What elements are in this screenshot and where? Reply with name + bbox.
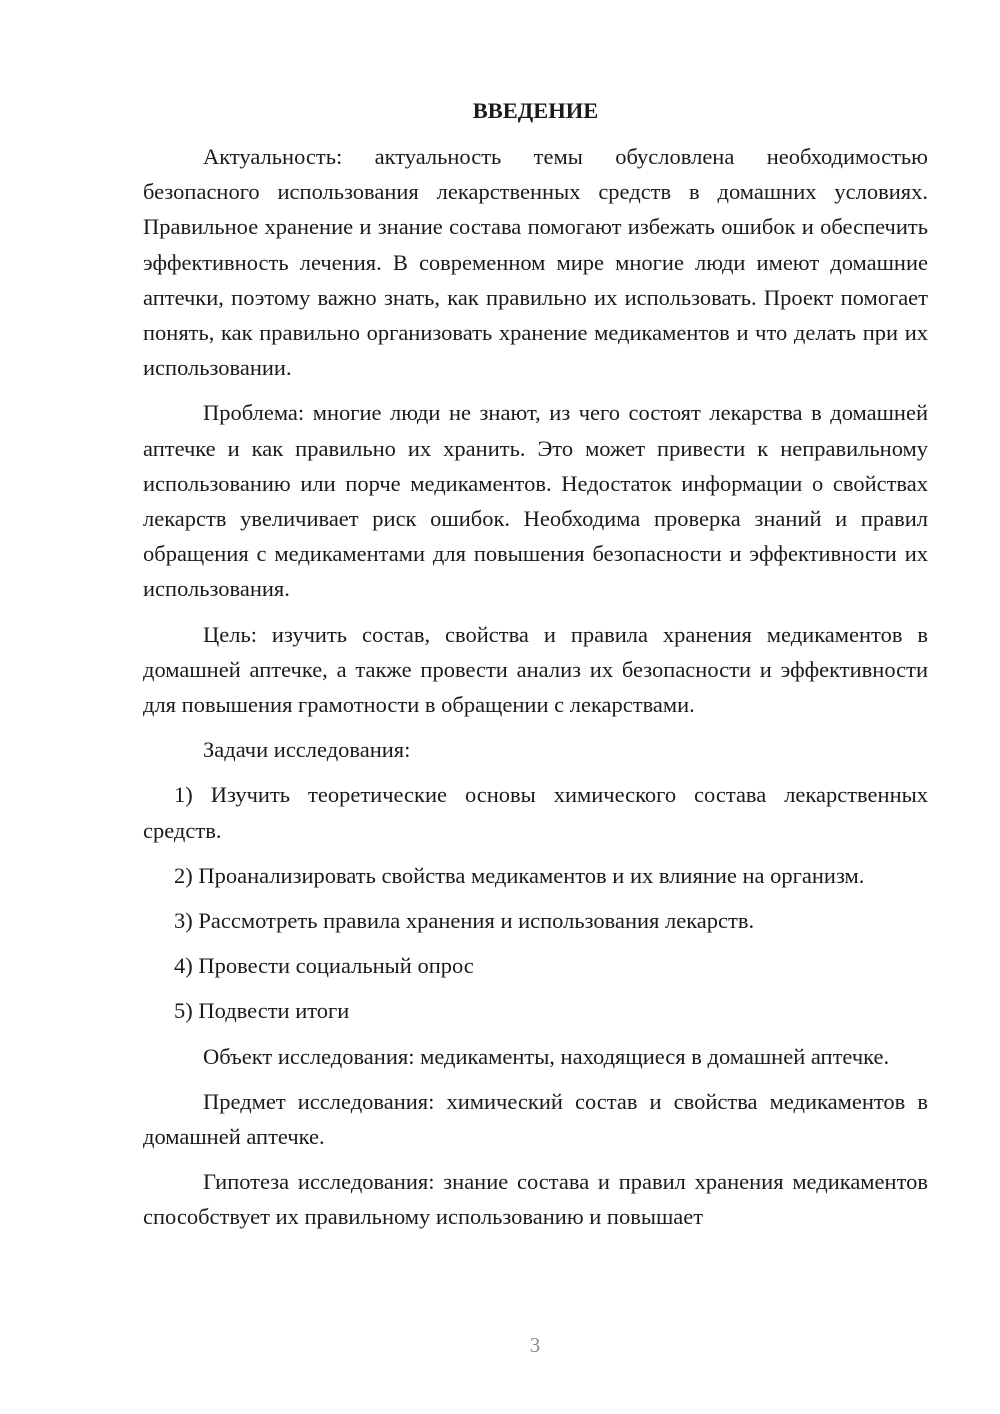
- relevance-paragraph: Актуальность: актуальность темы обусловлена необходимостью безопасного использования лекарственных средств в домашних условиях. Правильное хранение и знание состава помогают избежать ошибок и обеспечить эффективность лечения. В современном мире многие люди имеют домашние аптечки, поэтому важно знать, как правильно их использовать. Проект помогает понять, как правильно организовать хранение медикаментов и что делать при их использовании.: [143, 144, 928, 381]
- page-title: ВВЕДЕНИЕ: [472, 98, 599, 123]
- page-content: [143, 92, 928, 1245]
- page-number: 3: [529, 1333, 541, 1357]
- goal-paragraph: Цель: изучить состав, свойства и правила хранения медикаментов в домашней аптечке, а также провести анализ их безопасности и эффективности для повышения грамотности в обращении с лекарствами.: [143, 621, 928, 718]
- task-item: 4) Провести социальный опрос: [174, 953, 474, 979]
- tasks-heading: Задачи исследования:: [203, 737, 411, 763]
- hypothesis-paragraph: Гипотеза исследования: знание состава и правил хранения медикаментов способствует их правильному использованию и повышает: [143, 1169, 928, 1230]
- task-item: 2) Проанализировать свойства медикаментов и их влияние на организм.: [174, 862, 865, 888]
- task-item: 3) Рассмотреть правила хранения и использования лекарств.: [174, 908, 755, 934]
- task-item: 1) Изучить теоретические основы химического состава лекарственных средств.: [143, 782, 928, 843]
- problem-paragraph: Проблема: многие люди не знают, из чего состоят лекарства в домашней аптечке и как правильно их хранить. Это может привести к неправильному использованию или порче медикаментов. Недостаток информации о свойствах лекарств увеличивает риск ошибок. Необходима проверка знаний и правил обращения с медикаментами для повышения безопасности и эффективности их использования.: [143, 400, 928, 602]
- subject-paragraph: Предмет исследования: химический состав и свойства медикаментов в домашней аптечке.: [143, 1088, 928, 1150]
- task-item: 5) Подвести итоги: [174, 998, 350, 1024]
- object-paragraph: Объект исследования: медикаменты, находящиеся в домашней аптечке.: [203, 1043, 890, 1069]
